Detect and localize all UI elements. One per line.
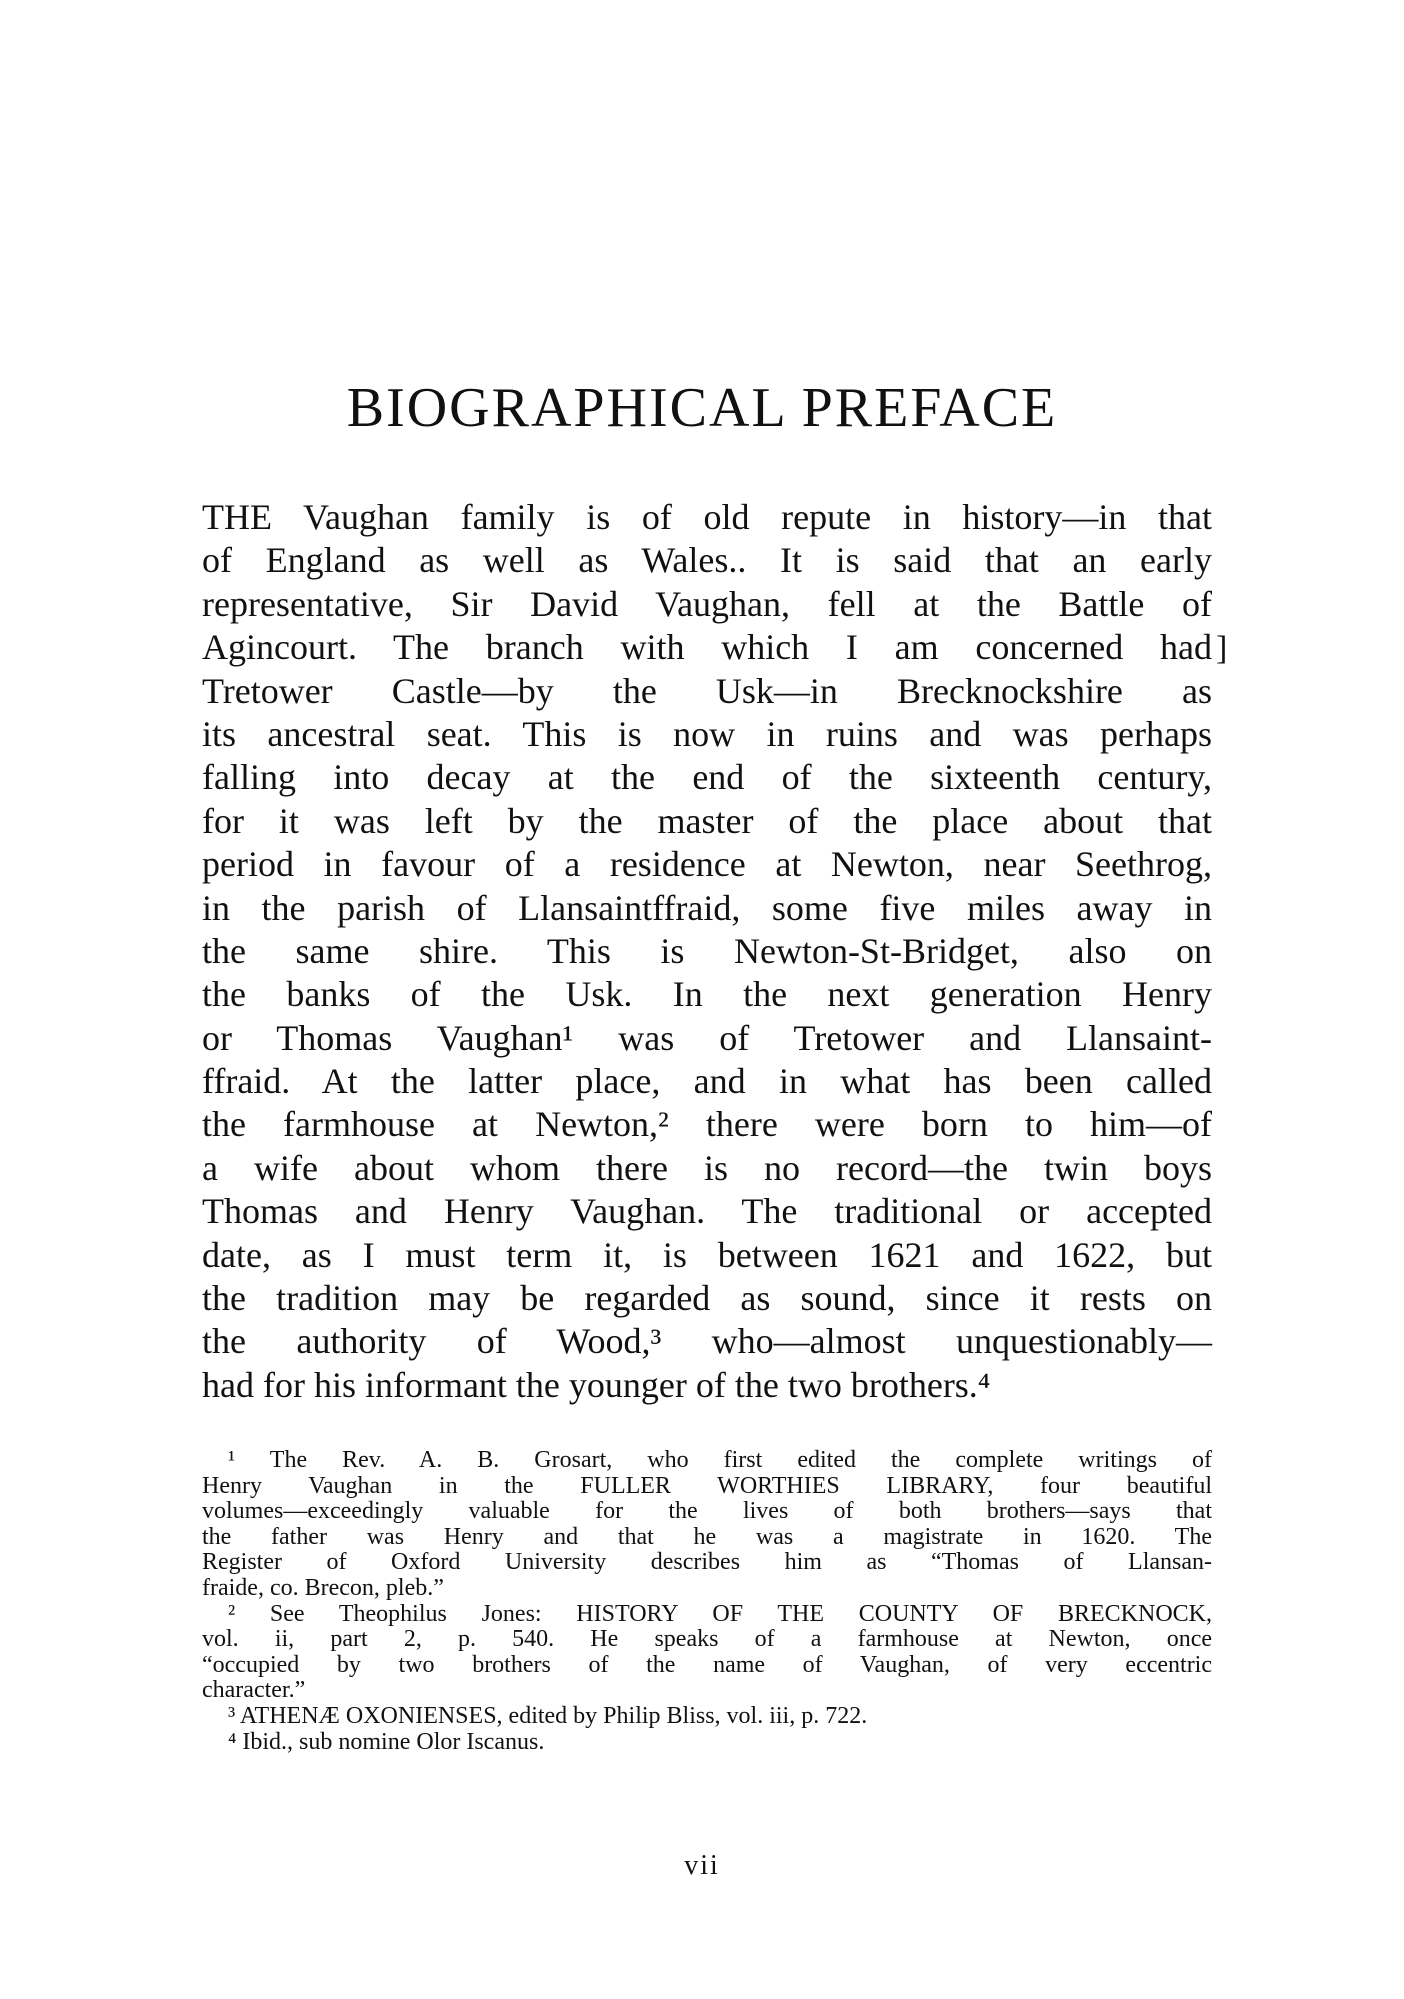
footnote-line: ³ ATHENÆ OXONIENSES, edited by Philip Bliss, vol. iii, p. 722. <box>228 1702 868 1729</box>
body-line: ffraid. At the latter place, and in what has been called <box>202 1061 1212 1102</box>
footnote-line: Henry Vaughan in the FULLER WORTHIES LIBRARY, four beautiful <box>202 1472 1212 1499</box>
footnote-line: vol. ii, part 2, p. 540. He speaks of a farmhouse at Newton, once <box>202 1626 1212 1653</box>
body-line: of England as well as Wales.. It is said that an early <box>202 540 1212 581</box>
body-line: the tradition may be regarded as sound, since it rests on <box>202 1278 1212 1319</box>
page-title: BIOGRAPHICAL PREFACE <box>346 377 1058 439</box>
body-line: a wife about whom there is no record—the twin boys <box>202 1147 1212 1188</box>
footnote-line: ² See Theophilus Jones: HISTORY OF THE COUNTY OF BRECKNOCK, <box>228 1600 1212 1627</box>
footnote-line: ¹ The Rev. A. B. Grosart, who first edited the complete writings of <box>228 1447 1212 1473</box>
body-line: the same shire. This is Newton-St-Bridget, also on <box>202 930 1212 971</box>
body-line: had for his informant the younger of the two brothers.⁴ <box>202 1364 991 1405</box>
page-number: vii <box>684 1850 720 1881</box>
footnote-line: character.” <box>202 1677 306 1704</box>
body-line: period in favour of a residence at Newton, near Seethrog, <box>202 844 1212 885</box>
body-line: falling into decay at the end of the sixteenth century, <box>202 757 1212 798</box>
margin-mark: ] <box>1216 630 1228 667</box>
body-line: Tretower Castle—by the Usk—in Brecknockshire as <box>202 670 1212 711</box>
footnote-line: the father was Henry and that he was a magistrate in 1620. The <box>202 1523 1212 1550</box>
footnote-line: “occupied by two brothers of the name of Vaughan, of very eccentric <box>202 1651 1212 1678</box>
body-line: its ancestral seat. This is now in ruins and was perhaps <box>202 713 1212 754</box>
footnote-line: fraide, co. Brecon, pleb.” <box>202 1574 444 1601</box>
body-line: for it was left by the master of the place about that <box>202 800 1212 841</box>
body-line: the farmhouse at Newton,² there were born to him—of <box>202 1104 1212 1145</box>
body-line: Thomas and Henry Vaughan. The traditional or accepted <box>202 1191 1212 1232</box>
body-line: Agincourt. The branch with which I am concerned had <box>202 627 1212 668</box>
body-line: in the parish of Llansaintffraid, some five miles away in <box>202 887 1212 928</box>
footnote-line: Register of Oxford University describes him as “Thomas of Llansan- <box>202 1549 1212 1576</box>
body-line: date, as I must term it, is between 1621 and 1622, but <box>202 1234 1212 1275</box>
body-line: the authority of Wood,³ who—almost unquestionably— <box>202 1321 1212 1362</box>
footnotes <box>202 1448 1212 1755</box>
body-line: THE Vaughan family is of old repute in history—in that <box>202 497 1212 537</box>
body-line: the banks of the Usk. In the next generation Henry <box>202 974 1212 1015</box>
footnote-line: ⁴ Ibid., sub nomine Olor Iscanus. <box>228 1728 545 1755</box>
body-line: or Thomas Vaughan¹ was of Tretower and Llansaint- <box>202 1017 1212 1058</box>
body-line: representative, Sir David Vaughan, fell at the Battle of <box>202 583 1212 624</box>
body-text <box>202 496 1212 1407</box>
footnote-line: volumes—exceedingly valuable for the lives of both brothers—says that <box>202 1498 1212 1525</box>
